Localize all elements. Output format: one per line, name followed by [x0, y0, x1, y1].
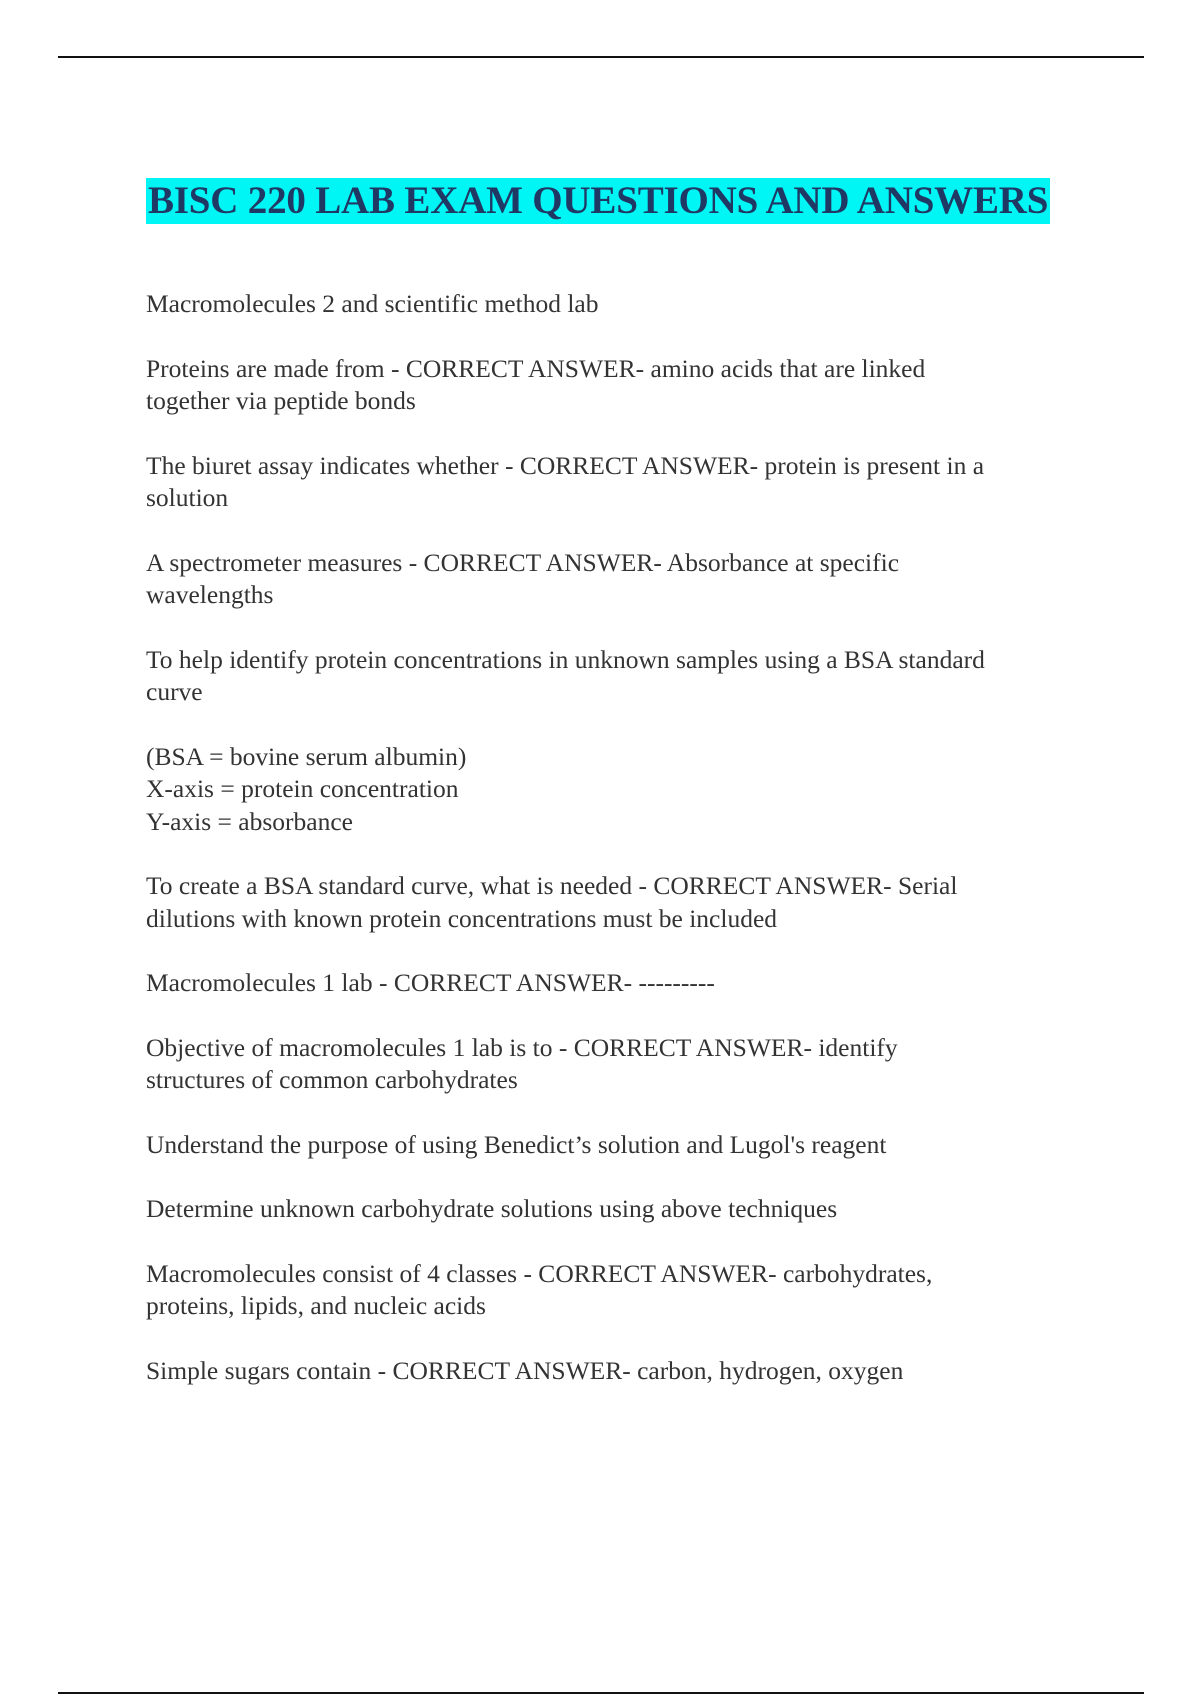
paragraph-line: Macromolecules 1 lab - CORRECT ANSWER- ---------	[146, 968, 715, 997]
paragraph-line: A spectrometer measures - CORRECT ANSWER- Absorbance at specific	[146, 547, 900, 577]
paragraph-line: Macromolecules 2 and scientific method lab	[146, 289, 599, 318]
paragraph-7	[146, 870, 1086, 935]
paragraph-line: The biuret assay indicates whether - CORRECT ANSWER- protein is present in a	[146, 450, 985, 480]
paragraph-line: Understand the purpose of using Benedict’s solution and Lugol's reagent	[146, 1129, 887, 1159]
paragraph-4	[146, 547, 1086, 612]
paragraph-8	[146, 967, 1086, 1000]
paragraph-12	[146, 1258, 1086, 1323]
paragraph-11	[146, 1193, 1086, 1226]
paragraph-line: Simple sugars contain - CORRECT ANSWER- carbon, hydrogen, oxygen	[146, 1355, 904, 1385]
paragraph-1	[146, 288, 1086, 321]
document-body	[146, 288, 1086, 1419]
paragraph-6	[146, 741, 1086, 839]
paragraph-13	[146, 1355, 1086, 1388]
paragraph-line: Determine unknown carbohydrate solutions using above techniques	[146, 1194, 838, 1223]
paragraph-line: Macromolecules consist of 4 classes - CORRECT ANSWER- carbohydrates,	[146, 1258, 933, 1288]
top-divider	[58, 56, 1144, 58]
paragraph-3	[146, 450, 1086, 515]
paragraph-line: X-axis = protein concentration	[146, 774, 459, 803]
paragraph-line: Y-axis = absorbance	[146, 806, 353, 836]
paragraph-line: proteins, lipids, and nucleic acids	[146, 1291, 486, 1320]
paragraph-line: dilutions with known protein concentrations must be included	[146, 903, 778, 933]
paragraph-line: solution	[146, 483, 229, 512]
title-block	[146, 178, 1086, 224]
paragraph-line: structures of common carbohydrates	[146, 1065, 518, 1094]
paragraph-9	[146, 1032, 1086, 1097]
document-title: BISC 220 LAB EXAM QUESTIONS AND ANSWERS	[148, 179, 1049, 222]
paragraph-2	[146, 353, 1086, 418]
paragraph-line: together via peptide bonds	[146, 386, 416, 415]
paragraph-line: (BSA = bovine serum albumin)	[146, 741, 467, 771]
paragraph-line: curve	[146, 677, 203, 706]
paragraph-line: To create a BSA standard curve, what is needed - CORRECT ANSWER- Serial	[146, 871, 958, 900]
paragraph-5	[146, 644, 1086, 709]
paragraph-line: wavelengths	[146, 580, 274, 609]
paragraph-10	[146, 1129, 1086, 1162]
bottom-divider	[58, 1692, 1144, 1694]
paragraph-line: Proteins are made from - CORRECT ANSWER- amino acids that are linked	[146, 353, 926, 383]
paragraph-line: To help identify protein concentrations in unknown samples using a BSA standard	[146, 644, 985, 674]
paragraph-line: Objective of macromolecules 1 lab is to - CORRECT ANSWER- identify	[146, 1032, 898, 1062]
